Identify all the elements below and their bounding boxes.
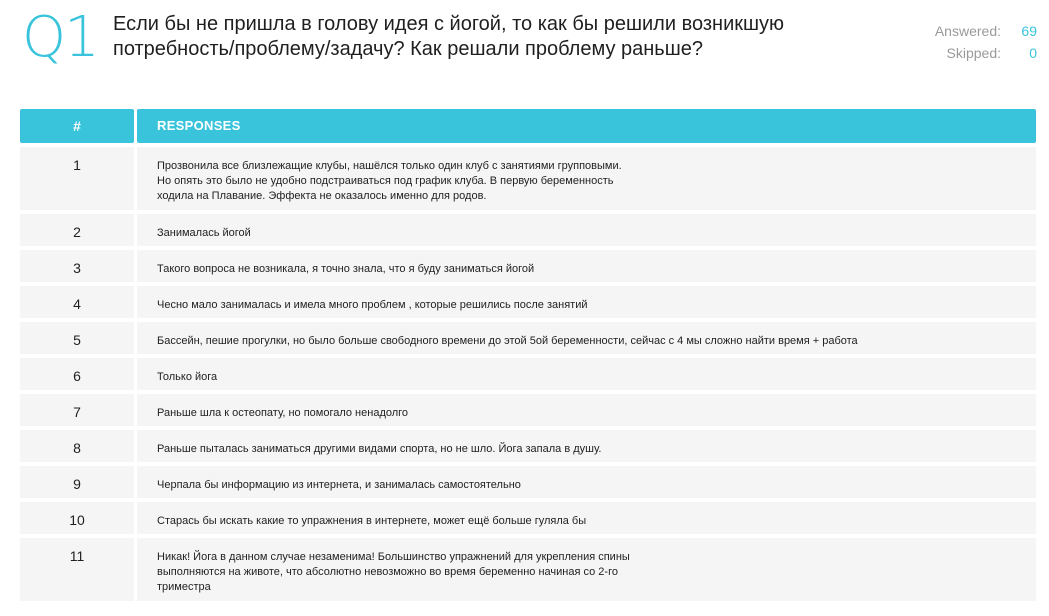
skipped-label: Skipped:: [946, 45, 1001, 61]
responses-table: [20, 109, 1036, 601]
row-number: 10: [20, 502, 134, 534]
answered-label: Answered:: [934, 23, 1001, 39]
header-number: #: [20, 109, 134, 143]
question-text: Если бы не пришла в голову идея с йогой, то как бы решили возникшую потребность/проблему/задачу? Как решали проблему раньше?: [113, 13, 785, 60]
table-row: [20, 250, 1036, 282]
row-response: Старась бы искать какие то упражнения в интернете, может ещё больше гуляла бы: [137, 502, 1036, 534]
row-number: 9: [20, 466, 134, 498]
skipped-stat: [877, 42, 1037, 64]
row-number: 8: [20, 430, 134, 462]
row-response: Черпала бы информацию из интернета, и занималась самостоятельно: [137, 466, 1036, 498]
table-row: [20, 394, 1036, 426]
row-number: 4: [20, 286, 134, 318]
table-row: [20, 322, 1036, 354]
row-response: Прозвонила все близлежащие клубы, нашёлся только один клуб с занятиями групповыми. Но опять это было не удобно подстраиваться под график клуба. В первую беременность ходила на Плавание. Эффекта не оказалось именно для родов.: [137, 147, 1036, 210]
table-row: [20, 466, 1036, 498]
table-row: [20, 358, 1036, 390]
header-responses: RESPONSES: [137, 109, 1036, 143]
row-response: Бассейн, пешие прогулки, но было больше свободного времени до этой 5ой беременности, сейчас с 4 мы сложно найти время + работа: [137, 322, 1036, 354]
row-number: 1: [20, 147, 134, 210]
table-row: [20, 430, 1036, 462]
row-response: Занималась йогой: [137, 214, 1036, 246]
table-row: [20, 502, 1036, 534]
question-number-badge: Q1: [22, 5, 98, 70]
row-response: Раньше шла к остеопату, но помогало ненадолго: [137, 394, 1036, 426]
answered-count: 69: [1021, 23, 1037, 39]
skipped-count: 0: [1029, 45, 1037, 61]
table-row: [20, 147, 1036, 210]
row-number: 6: [20, 358, 134, 390]
table-header: [20, 109, 1036, 143]
row-number: 5: [20, 322, 134, 354]
row-number: 11: [20, 538, 134, 601]
row-response: Чесно мало занималась и имела много проблем , которые решились после занятий: [137, 286, 1036, 318]
row-response: Только йога: [137, 358, 1036, 390]
row-number: 7: [20, 394, 134, 426]
row-number: 3: [20, 250, 134, 282]
answered-stat: [877, 20, 1037, 42]
response-stats: [877, 20, 1037, 64]
row-response: Такого вопроса не возникала, я точно знала, что я буду заниматься йогой: [137, 250, 1036, 282]
row-number: 2: [20, 214, 134, 246]
table-row: [20, 214, 1036, 246]
table-row: [20, 538, 1036, 601]
row-response: Никак! Йога в данном случае незаменима! Большинство упражнений для укрепления спины выполняются на животе, что абсолютно невозможно во время беременно начиная со 2-го триместра: [137, 538, 1036, 601]
row-response: Раньше пыталась заниматься другими видами спорта, но не шло. Йога запала в душу.: [137, 430, 1036, 462]
table-row: [20, 286, 1036, 318]
